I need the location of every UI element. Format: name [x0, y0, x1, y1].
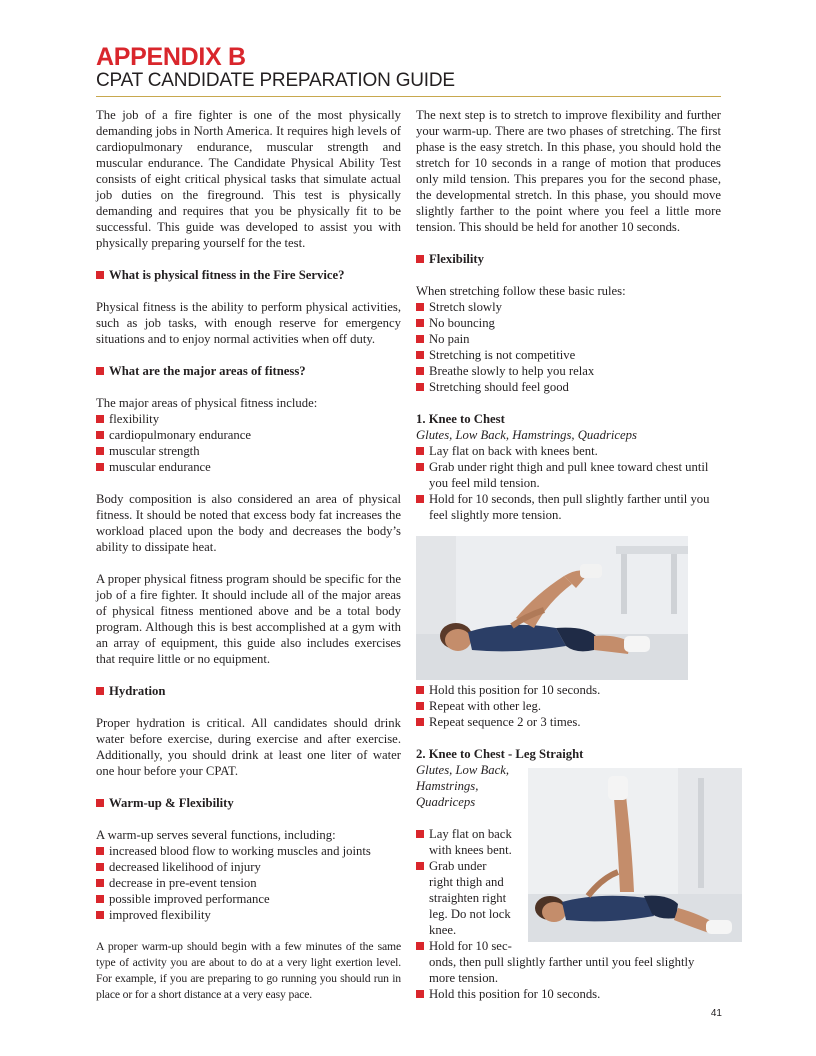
bullet-icon: [96, 895, 104, 903]
bullet-icon: [416, 862, 424, 870]
intro-paragraph: The job of a fire fighter is one of the most physically demanding jobs in North America. It requires high levels of cardiopulmonary endurance, muscular strength and muscular endurance. The Candidate Physical Ability Test consists of eight critical physical tasks that simulate actual job duties on the fireground. This test is physically demanding and requires that you be physically fit to be successful. This guide was developed to assist you with physically preparing yourself for the test.: [96, 108, 401, 250]
bullet-icon: [416, 335, 424, 343]
bullet-icon: [96, 911, 104, 919]
list-item: No pain: [416, 331, 721, 347]
bullet-icon: [96, 447, 104, 455]
hydration-paragraph: Proper hydration is critical. All candidates should drink water before exercise, during exercise and after exercise. Additionally, you should drink at least one liter of water one hour before your CPAT.: [96, 716, 401, 778]
list-item: Hold for 10 sec-: [416, 938, 528, 954]
bullet-icon: [416, 942, 424, 950]
bullet-icon: [96, 847, 104, 855]
bullet-icon: [416, 447, 424, 455]
bullet-icon: [416, 255, 424, 263]
question-major-areas: What are the major areas of fitness?: [96, 363, 401, 379]
list-item: Stretching should feel good: [416, 379, 721, 395]
exercise-2-title: 2. Knee to Chest - Leg Straight: [416, 747, 584, 761]
warmup-end-paragraph: A proper warm-up should begin with a few minutes of the same type of activity you are about to do at a very light exertion level. For example, if you are preparing to go running you should run in place or for a short distance at a very easy pace.: [96, 940, 401, 1001]
title-rule: [96, 96, 721, 97]
appendix-title: APPENDIX B: [96, 43, 246, 71]
bullet-icon: [96, 415, 104, 423]
list-item: Hold this position for 10 seconds.: [416, 682, 721, 698]
stretch-paragraph: The next step is to stretch to improve flexibility and further your warm-up. There are two phases of stretching. The first phase is the easy stretch. In this phase, you should hold the stretch for 10 seconds in a range of motion that produces only mild tension. This prepares you for the second phase, the developmental stretch. In this phase, you should move slightly farther to the point where you feel a little more tension. This should be held for another 10 seconds.: [416, 108, 721, 234]
bullet-icon: [96, 367, 104, 375]
list-item: flexibility: [96, 411, 401, 427]
bullet-icon: [416, 351, 424, 359]
list-item-continuation: onds, then pull slightly farther until you feel slightly: [429, 955, 695, 969]
list-item: Repeat with other leg.: [416, 698, 721, 714]
exercise-2-steps: [416, 826, 528, 954]
answer-physical-fitness: Physical fitness is the ability to perform physical activities, such as job tasks, with enough reserve for emergency situations and to enjoy normal activities when off duty.: [96, 300, 401, 346]
bullet-icon: [416, 990, 424, 998]
bullet-icon: [96, 879, 104, 887]
program-paragraph: A proper physical fitness program should be specific for the job of a fire fighter. It should include all of the major areas of physical fitness mentioned above and be a total body program. Although this is best accomplished at a gym with an array of equipment, this guide also includes exercises that require little or no equipment.: [96, 572, 401, 666]
list-item-continuation: right thigh and: [429, 875, 504, 889]
exercise-1-muscles: Glutes, Low Back, Hamstrings, Quadriceps: [416, 428, 637, 442]
exercise-illustration: [528, 768, 742, 942]
list-item: decreased likelihood of injury: [96, 859, 401, 875]
list-item: cardiopulmonary endurance: [96, 427, 401, 443]
bullet-icon: [96, 431, 104, 439]
list-item-continuation: knee.: [429, 923, 457, 937]
list-item: improved flexibility: [96, 907, 401, 923]
flexibility-heading: Flexibility: [416, 251, 721, 267]
bullet-icon: [416, 830, 424, 838]
list-item-continuation: more tension.: [429, 971, 499, 985]
question-physical-fitness: What is physical fitness in the Fire Service?: [96, 267, 401, 283]
list-item: Stretching is not competitive: [416, 347, 721, 363]
list-item: increased blood flow to working muscles and joints: [96, 843, 401, 859]
bullet-icon: [416, 463, 424, 471]
page-number: 41: [710, 1008, 722, 1019]
knee-to-chest-photo: [416, 536, 688, 680]
leg-straight-photo: [528, 768, 742, 942]
exercise-1-after-steps: [416, 682, 721, 730]
exercise-illustration: [416, 536, 688, 680]
areas-intro: The major areas of physical fitness include:: [96, 396, 318, 410]
bullet-icon: [96, 863, 104, 871]
bullet-icon: [96, 463, 104, 471]
list-item: Stretch slowly: [416, 299, 721, 315]
bullet-icon: [416, 495, 424, 503]
list-item-continuation: with knees bent.: [429, 843, 512, 857]
list-item: Lay flat on back: [416, 826, 528, 842]
list-item: Repeat sequence 2 or 3 times.: [416, 714, 721, 730]
bullet-icon: [416, 702, 424, 710]
list-item: Breathe slowly to help you relax: [416, 363, 721, 379]
list-item: muscular endurance: [96, 459, 401, 475]
exercise-1-title: 1. Knee to Chest: [416, 412, 505, 426]
right-column: [416, 107, 721, 523]
list-item: Lay flat on back with knees bent.: [416, 443, 721, 459]
list-item: possible improved performance: [96, 891, 401, 907]
exercise-2-steps-end: [416, 954, 721, 1002]
hydration-heading: Hydration: [96, 683, 401, 699]
guide-subtitle: CPAT CANDIDATE PREPARATION GUIDE: [96, 70, 455, 91]
left-column: [96, 107, 401, 1003]
rules-intro: When stretching follow these basic rules:: [416, 284, 626, 298]
bullet-icon: [416, 303, 424, 311]
list-item: muscular strength: [96, 443, 401, 459]
list-item: Hold for 10 seconds, then pull slightly farther until you feel slightly more tension.: [416, 491, 721, 523]
bullet-icon: [416, 383, 424, 391]
bullet-icon: [96, 687, 104, 695]
list-item-continuation: leg. Do not lock: [429, 907, 511, 921]
exercise-2-muscles-2: Hamstrings,: [416, 779, 479, 793]
warmup-intro: A warm-up serves several functions, including:: [96, 828, 336, 842]
list-item-continuation: straighten right: [429, 891, 507, 905]
exercise-2-muscles-3: Quadriceps: [416, 795, 476, 809]
bullet-icon: [416, 367, 424, 375]
list-item: Grab under right thigh and pull knee toward chest until you feel mild tension.: [416, 459, 721, 491]
warmup-heading: Warm-up & Flexibility: [96, 795, 401, 811]
body-composition-paragraph: Body composition is also considered an area of physical fitness. It should be noted that excess body fat increases the workload placed upon the body and decreases the body’s ability to dissipate heat.: [96, 492, 401, 554]
list-item: Hold this position for 10 seconds.: [416, 986, 721, 1002]
bullet-icon: [416, 686, 424, 694]
exercise-2-muscles-1: Glutes, Low Back,: [416, 763, 510, 777]
list-item: decrease in pre-event tension: [96, 875, 401, 891]
list-item: Grab under: [416, 858, 528, 874]
bullet-icon: [416, 718, 424, 726]
bullet-icon: [416, 319, 424, 327]
bullet-icon: [96, 271, 104, 279]
bullet-icon: [96, 799, 104, 807]
list-item: No bouncing: [416, 315, 721, 331]
